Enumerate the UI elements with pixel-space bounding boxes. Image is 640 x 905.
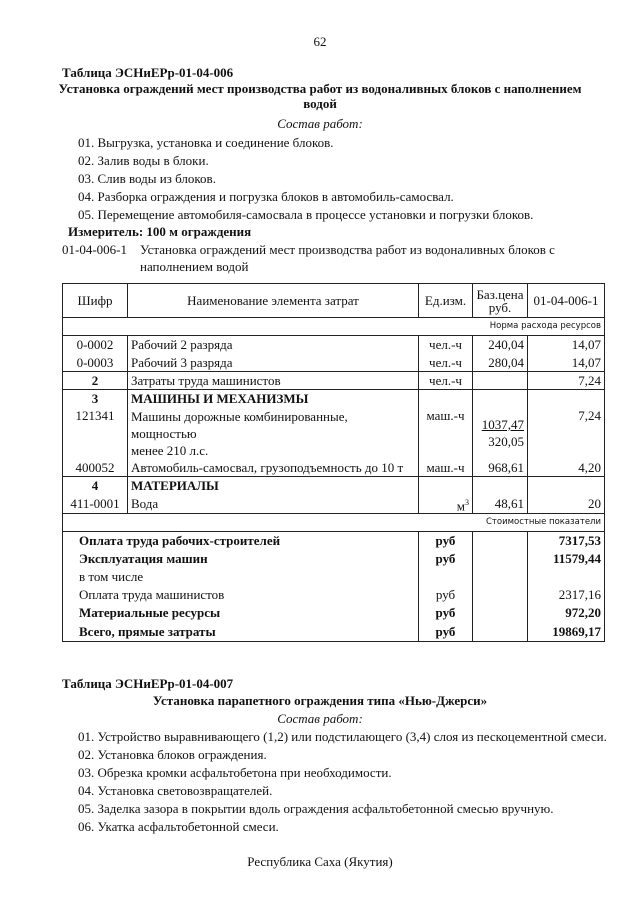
cell-value: 4,20	[528, 459, 605, 477]
cost-unit: руб	[419, 531, 473, 549]
item-desc-cont: наполнением водой	[140, 259, 249, 274]
cell-name: Рабочий 3 разряда	[128, 354, 419, 372]
cost-name: Эксплуатация машин	[63, 549, 419, 567]
section-heading-cont: водой	[303, 96, 337, 111]
cell-price-secondary: 320,05	[488, 434, 524, 449]
cost-name: Материальные ресурсы	[63, 603, 419, 621]
page-footer: Республика Саха (Якутия)	[247, 854, 393, 869]
cell-unit: чел.-ч	[419, 354, 473, 372]
cell-value: 20	[528, 495, 605, 514]
page-number: 62	[313, 34, 327, 49]
cost-row	[63, 567, 605, 585]
cell-name: Машины дорожные комбинированные, мощностью	[131, 408, 348, 441]
cell-code: 0-0003	[63, 354, 128, 372]
table-row	[63, 354, 605, 372]
work-step: 02. Установка блоков ограждения.	[78, 747, 267, 762]
item-code: 01-04-006-1	[62, 242, 127, 257]
col-header: Наименование элемента затрат	[128, 284, 419, 318]
meter: Измеритель: 100 м ограждения	[68, 224, 252, 239]
composition-label: Состав работ:	[277, 711, 363, 726]
cost-row	[63, 621, 605, 641]
cell-name: МАШИНЫ И МЕХАНИЗМЫ	[128, 390, 419, 408]
cell-value: 7,24	[528, 372, 605, 390]
item-desc: Установка ограждений мест производства работ из водоналивных блоков с	[140, 242, 555, 257]
cell-price	[473, 372, 528, 390]
cost-unit: руб	[419, 585, 473, 603]
cell-code: 400052	[63, 459, 128, 477]
col-header: 01-04-006-1	[528, 284, 605, 318]
cell-name: Затраты труда машинистов	[128, 372, 419, 390]
cost-name: Оплата труда рабочих-строителей	[63, 531, 419, 549]
cost-unit: руб	[419, 621, 473, 641]
cell-code: 2	[63, 372, 128, 390]
col-header: Баз.цена руб.	[473, 284, 528, 318]
section-row	[63, 390, 605, 408]
cell-price: 48,61	[473, 495, 528, 514]
cost-value: 11579,44	[528, 549, 605, 567]
table-row	[63, 408, 605, 459]
cost-row	[63, 549, 605, 567]
cell-name-cont: менее 210 л.с.	[131, 442, 209, 458]
cell-unit: маш.-ч	[419, 459, 473, 477]
work-step: 05. Перемещение автомобиля-самосвала в процессе установки и погрузки блоков.	[78, 207, 534, 222]
composition-label: Состав работ:	[277, 116, 363, 131]
cell-code: 3	[63, 390, 128, 408]
cost-unit: руб	[419, 603, 473, 621]
work-step: 01. Устройство выравнивающего (1,2) или подстилающего (3,4) слоя из пескоцементной смеси.	[78, 729, 607, 744]
cost-unit: руб	[419, 549, 473, 567]
section-heading: Установка ограждений мест производства работ из водоналивных блоков с наполнением	[58, 81, 582, 96]
cost-name: Оплата труда машинистов	[63, 585, 419, 603]
cell-name: Вода	[128, 495, 419, 514]
cost-name: Всего, прямые затраты	[63, 621, 419, 641]
work-step: 05. Заделка зазора в покрытии вдоль ограждения асфальтобетонной смесью вручную.	[78, 801, 554, 816]
cell-code: 4	[63, 477, 128, 495]
cost-value: 972,20	[528, 603, 605, 621]
work-step: 04. Разборка ограждения и погрузка блоков в автомобиль-самосвал.	[78, 189, 454, 204]
table-header	[63, 284, 605, 318]
cell-name: Рабочий 2 разряда	[128, 336, 419, 354]
cost-value: 7317,53	[528, 531, 605, 549]
work-step: 01. Выгрузка, установка и соединение блоков.	[78, 135, 334, 150]
cost-label: Стоимостные показатели	[63, 513, 605, 531]
section-heading: Установка парапетного ограждения типа «Нью-Джерси»	[152, 693, 488, 708]
unit-superscript: 3	[465, 497, 469, 507]
resource-table	[62, 283, 605, 642]
work-step: 02. Залив воды в блоки.	[78, 153, 209, 168]
cell-name: МАТЕРИАЛЫ	[128, 477, 419, 495]
cell-price: 968,61	[473, 459, 528, 477]
cost-name: в том числе	[63, 567, 419, 585]
section-row	[63, 477, 605, 495]
col-header: Шифр	[63, 284, 128, 318]
table-title: Таблица ЭСНиЕРр-01-04-006	[62, 65, 234, 80]
table-title: Таблица ЭСНиЕРр-01-04-007	[62, 676, 234, 691]
work-step: 03. Обрезка кромки асфальтобетона при необходимости.	[78, 765, 392, 780]
cell-value: 14,07	[528, 354, 605, 372]
cost-value: 19869,17	[528, 621, 605, 641]
table-row	[63, 459, 605, 477]
cell-code: 0-0002	[63, 336, 128, 354]
cell-name: Автомобиль-самосвал, грузоподъемность до 10 т	[128, 459, 419, 477]
cell-unit: чел.-ч	[419, 372, 473, 390]
cost-row	[63, 603, 605, 621]
cell-price: 280,04	[473, 354, 528, 372]
cost-row	[63, 531, 605, 549]
cell-price: 240,04	[473, 336, 528, 354]
work-step: 03. Слив воды из блоков.	[78, 171, 216, 186]
cost-value: 2317,16	[528, 585, 605, 603]
cell-value: 7,24	[528, 408, 605, 459]
cost-row	[63, 585, 605, 603]
cell-unit: маш.-ч	[419, 408, 473, 459]
cell-unit: чел.-ч	[419, 336, 473, 354]
cell-unit: м	[456, 497, 465, 513]
cell-price: 1037,47	[481, 417, 524, 432]
work-step: 04. Установка световозвращателей.	[78, 783, 273, 798]
work-step: 06. Укатка асфальтобетонной смеси.	[78, 819, 279, 834]
cell-code: 121341	[63, 408, 128, 459]
table-row	[63, 495, 605, 514]
norm-label: Норма расхода ресурсов	[63, 318, 605, 336]
col-header: Ед.изм.	[419, 284, 473, 318]
table-row	[63, 372, 605, 390]
cell-value: 14,07	[528, 336, 605, 354]
cell-code: 411-0001	[63, 495, 128, 514]
table-row	[63, 336, 605, 354]
